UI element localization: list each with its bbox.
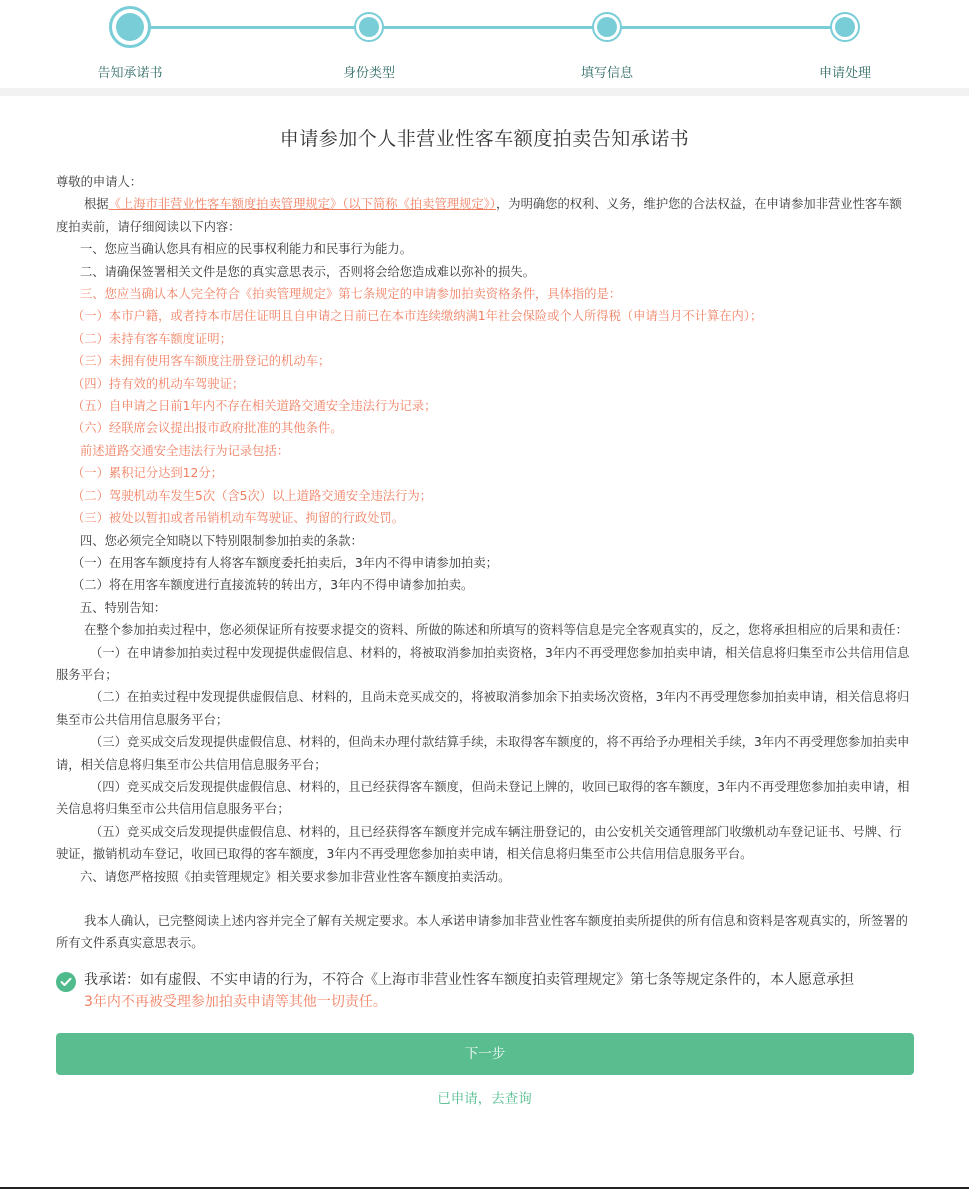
step-circle-icon — [592, 12, 622, 42]
notice-document — [0, 124, 969, 1107]
violation-1: （一）累积记分达到12分； — [72, 466, 223, 481]
already-applied-query-link[interactable]: 已申请，去查询 — [437, 1090, 532, 1107]
progress-stepper — [0, 0, 969, 88]
promise-statement: 我承诺：如有虚假、不实申请的行为，不符合《上海市非营业性客车额度拍卖管理规定》第七条等规定条件的，本人愿意承担 — [84, 971, 854, 988]
condition-3: （三）未拥有使用客车额度注册登记的机动车； — [72, 354, 331, 369]
notice-clause-1: （一）在申请参加拍卖过程中发现提供虚假信息、材料的，将被取消参加拍卖资格，3年内不再受理您参加拍卖申请，相关信息将归集至市公共信用信息服务平台； — [56, 645, 910, 682]
condition-2: （二）未持有客车额度证明； — [72, 331, 232, 346]
step-label: 告知承诺书 — [97, 66, 163, 81]
notice-clause-3: （三）竞买成交后发现提供虚假信息、材料的，但尚未办理付款结算手续，未取得客车额度的，将不再给予办理相关手续，3年内不再受理您参加拍卖申请，相关信息将归集至市公共信用信息服务平台； — [56, 735, 910, 772]
confirmation-paragraph: 我本人确认，已完整阅读上述内容并完全了解有关规定要求。本人承诺申请参加非营业性客车额度拍卖所提供的所有信息和资料是客观真实的，所签署的所有文件系真实意思表示。 — [56, 914, 908, 951]
step-label: 申请处理 — [818, 66, 871, 81]
step-circle-icon — [830, 12, 860, 42]
step-circle-icon — [354, 12, 384, 42]
intro-paragraph — [56, 193, 913, 238]
intro-prefix: 根据 — [84, 197, 109, 212]
item-four-heading: 四、您必须完全知晓以下特别限制参加拍卖的条款： — [80, 533, 363, 548]
restriction-1: （一）在用客车额度持有人将客车额度委托拍卖后，3年内不得申请参加拍卖； — [72, 555, 498, 570]
item-five-intro: 在整个参加拍卖过程中，您必须保证所有按要求提交的资料、所做的陈述和所填写的资料等信息是完全客观真实的，反之，您将承担相应的后果和责任： — [84, 623, 908, 638]
next-step-button[interactable]: 下一步 — [56, 1033, 914, 1075]
item-three-heading: 三、您应当确认本人完全符合《拍卖管理规定》第七条规定的申请参加拍卖资格条件，具体指的是： — [80, 287, 622, 302]
notice-clause-2: （二）在拍卖过程中发现提供虚假信息、材料的，且尚未竞买成交的，将被取消参加余下拍卖场次资格，3年内不再受理您参加拍卖申请，相关信息将归集至市公共信用信息服务平台； — [56, 690, 910, 727]
step-active-circle-icon — [109, 6, 151, 48]
step-label: 填写信息 — [580, 66, 633, 81]
checkmark-circle-icon[interactable] — [56, 972, 76, 992]
condition-4: （四）持有效的机动车驾驶证； — [72, 376, 245, 391]
page-title: 申请参加个人非营业性客车额度拍卖告知承诺书 — [279, 128, 690, 150]
section-divider — [0, 88, 969, 96]
notice-clause-5: （五）竞买成交后发现提供虚假信息、材料的，且已经获得客车额度并完成车辆注册登记的，由公安机关交通管理部门收缴机动车登记证书、号牌、行驶证，撤销机动车登记，收回已取得的客车额度，3年内不再受理您参加拍卖申请，相关信息将归集至市公共信用信息服务平台。 — [56, 824, 902, 862]
violation-3: （三）被处以暂扣或者吊销机动车驾驶证、拘留的行政处罚。 — [72, 511, 405, 526]
step-label: 身份类型 — [342, 66, 395, 81]
condition-6: （六）经联席会议提出报市政府批准的其他条件。 — [72, 421, 343, 436]
promise-text — [84, 969, 854, 1013]
restriction-2: （二）将在用客车额度进行直接流转的转出方，3年内不得申请参加拍卖。 — [72, 578, 474, 593]
intro-suffix: ，为明确您的权利、义务，维护您的合法权益，在申请参加非营业性客车额度拍卖前，请仔细阅读以下内容： — [56, 197, 902, 234]
condition-1: （一）本市户籍，或者持本市居住证明且自申请之日前已在本市连续缴纳满1年社会保险或个人所得税（申请当月不计算在内）； — [72, 309, 763, 324]
promise-checkbox-row[interactable] — [56, 969, 913, 1013]
promise-liability: 3年内不再被受理参加拍卖申请等其他一切责任。 — [84, 993, 387, 1010]
greeting: 尊敬的申请人： — [56, 175, 143, 189]
condition-5: （五）自申请之日前1年内不存在相关道路交通安全违法行为记录； — [72, 399, 437, 414]
stepper-line — [130, 26, 845, 29]
item-six: 六、请您严格按照《拍卖管理规定》相关要求参加非营业性客车额度拍卖活动。 — [80, 869, 511, 884]
regulation-link[interactable]: 《上海市非营业性客车额度拍卖管理规定》（以下简称《拍卖管理规定》） — [108, 197, 496, 212]
violations-heading: 前述道路交通安全违法行为记录包括： — [80, 443, 290, 458]
item-one: 一、您应当确认您具有相应的民事权利能力和民事行为能力。 — [80, 242, 413, 257]
item-five-heading: 五、特别告知： — [80, 600, 167, 615]
notice-clause-4: （四）竞买成交后发现提供虚假信息、材料的，且已经获得客车额度，但尚未登记上牌的，收回已取得的客车额度，3年内不再受理您参加拍卖申请，相关信息将归集至市公共信用信息服务平台； — [56, 779, 910, 817]
violation-2: （二）驾驶机动车发生5次（含5次）以上道路交通安全违法行为； — [72, 488, 432, 503]
item-two: 二、请确保签署相关文件是您的真实意思表示，否则将会给您造成难以弥补的损失。 — [80, 264, 535, 279]
